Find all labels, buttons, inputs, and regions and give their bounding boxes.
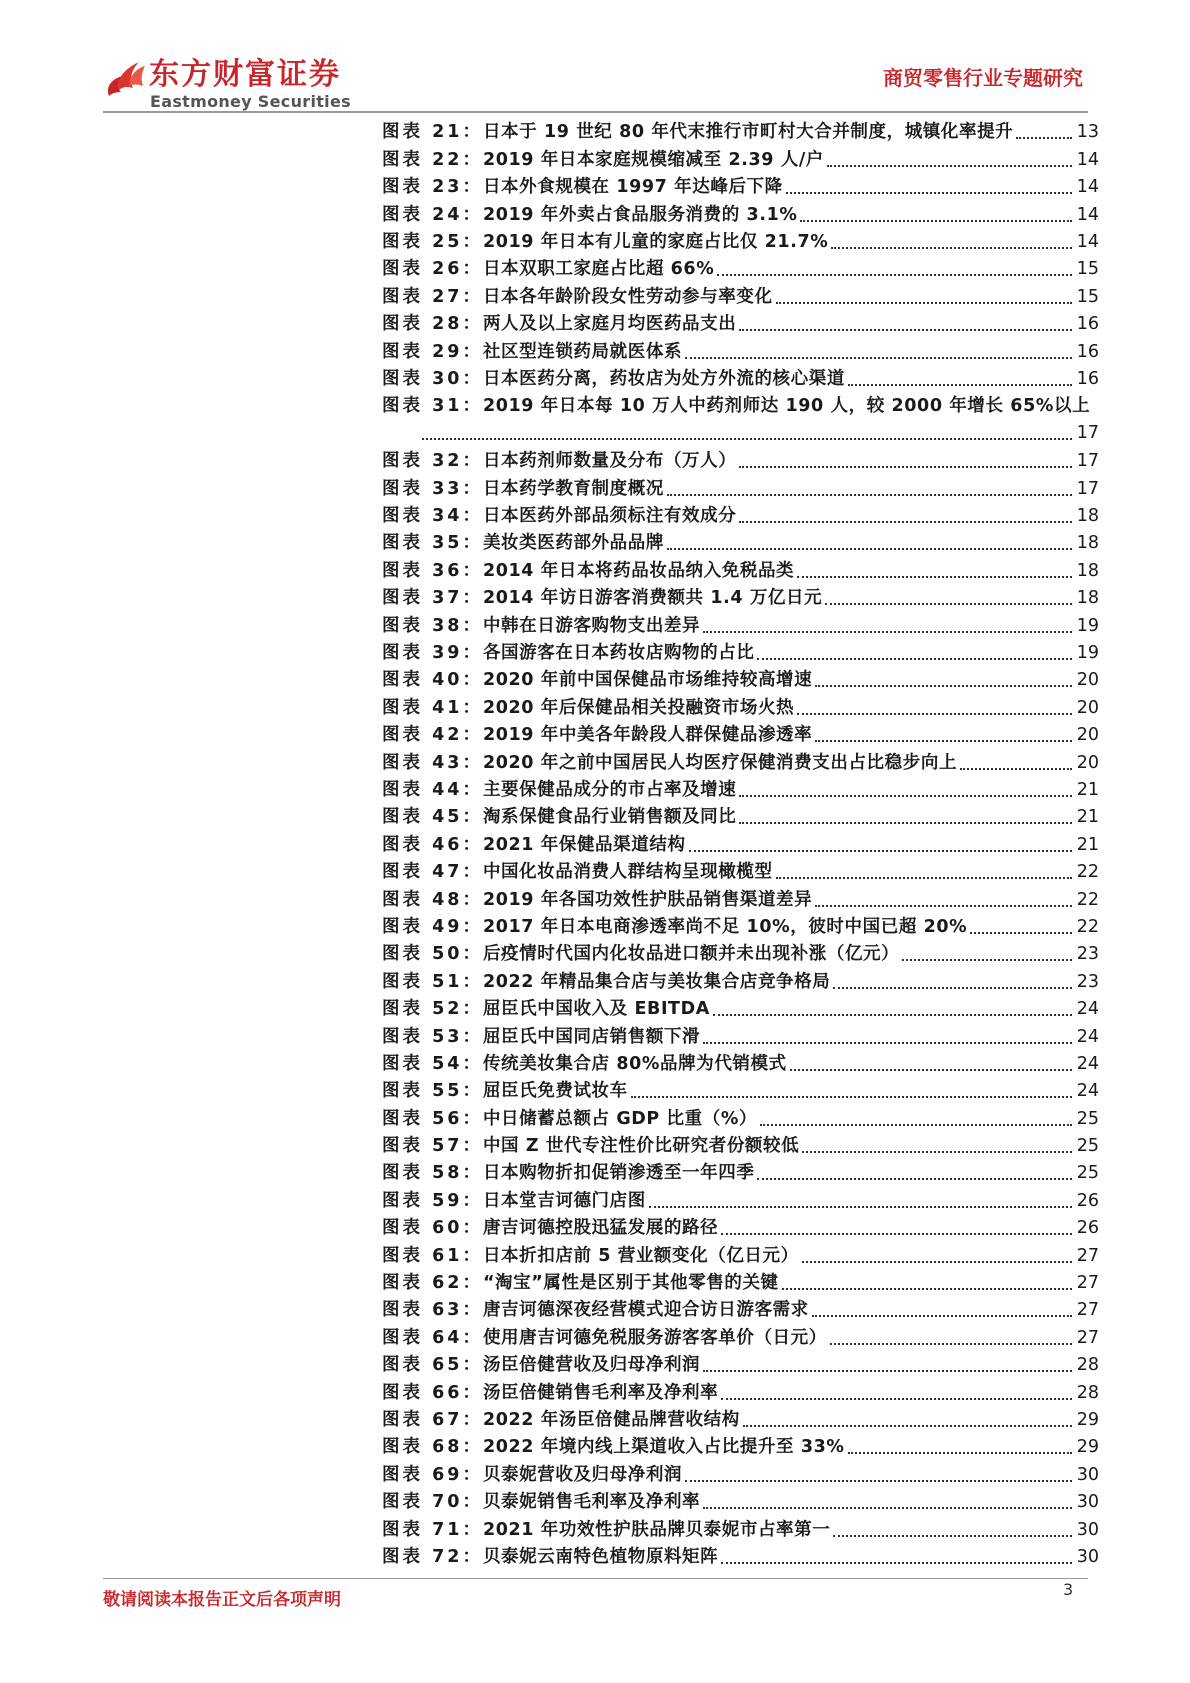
toc-entry-title: 唐吉诃德控股迅猛发展的路径 <box>482 1218 719 1239</box>
eastmoney-logo <box>103 56 351 112</box>
toc-entry-page: 16 <box>1076 314 1099 335</box>
toc-entry[interactable] <box>382 1023 1099 1050</box>
toc-entry-page: 23 <box>1076 971 1099 992</box>
toc-entry[interactable] <box>382 1160 1099 1187</box>
toc-entry-title: 2019 年各国功效性护肤品销售渠道差异 <box>482 889 813 910</box>
toc-entry-label: 图表 52： <box>382 999 483 1020</box>
toc-dot-leader <box>685 1480 1072 1482</box>
toc-entry-label: 图表 36： <box>382 560 483 581</box>
toc-entry[interactable] <box>382 366 1099 393</box>
toc-dot-leader <box>830 1343 1072 1345</box>
toc-entry[interactable] <box>382 1516 1099 1543</box>
toc-entry-title: 后疫情时代国内化妆品进口额并未出现补涨（亿元） <box>482 944 900 965</box>
figure-table-of-contents <box>382 119 1099 1571</box>
toc-entry-page: 14 <box>1076 177 1099 198</box>
toc-entry-page: 24 <box>1076 1081 1099 1102</box>
toc-entry-label: 图表 33： <box>382 478 483 499</box>
toc-entry[interactable] <box>382 1434 1099 1461</box>
toc-entry-page: 27 <box>1076 1327 1099 1348</box>
toc-dot-leader <box>739 822 1072 824</box>
toc-entry-label: 图表 25： <box>382 231 483 252</box>
toc-entry-page: 21 <box>1076 779 1099 800</box>
toc-dot-leader <box>797 576 1072 578</box>
toc-entry[interactable] <box>382 612 1099 639</box>
toc-dot-leader <box>802 1151 1072 1153</box>
toc-entry-title: 2019 年日本家庭规模缩减至 2.39 人/户 <box>482 149 824 170</box>
toc-entry-page: 20 <box>1076 697 1099 718</box>
toc-entry-page: 25 <box>1076 1136 1099 1157</box>
toc-entry[interactable] <box>382 448 1099 475</box>
toc-dot-leader <box>790 1069 1072 1071</box>
flame-logo-icon <box>103 56 147 102</box>
toc-entry[interactable] <box>382 1489 1099 1516</box>
toc-entry-title: 日本购物折扣促销渗透至一年四季 <box>482 1163 755 1184</box>
toc-entry-page: 16 <box>1076 341 1099 362</box>
toc-dot-leader <box>800 220 1072 222</box>
toc-entry[interactable] <box>382 777 1099 804</box>
toc-entry-page: 20 <box>1076 752 1099 773</box>
toc-entry-page: 28 <box>1076 1355 1099 1376</box>
toc-dot-leader <box>970 932 1072 934</box>
toc-dot-leader <box>825 603 1072 605</box>
toc-entry[interactable] <box>382 804 1099 831</box>
toc-dot-leader <box>739 329 1072 331</box>
toc-dot-leader <box>776 302 1072 304</box>
toc-entry-page: 14 <box>1076 204 1099 225</box>
toc-entry[interactable] <box>382 1297 1099 1324</box>
toc-entry-title: 2019 年日本有儿童的家庭占比仅 21.7% <box>482 231 829 252</box>
toc-dot-leader <box>760 1124 1072 1126</box>
toc-entry-page: 21 <box>1076 834 1099 855</box>
toc-dot-leader <box>827 165 1072 167</box>
toc-entry-label: 图表 31： <box>382 395 483 416</box>
toc-dot-leader <box>739 795 1072 797</box>
toc-entry-label: 图表 50： <box>382 944 483 965</box>
toc-dot-leader <box>667 494 1072 496</box>
toc-entry[interactable] <box>382 1133 1099 1160</box>
toc-entry[interactable] <box>382 831 1099 858</box>
footer-disclaimer: 敬请阅读本报告正文后各项声明 <box>103 1590 341 1610</box>
toc-entry-page: 22 <box>1076 889 1099 910</box>
toc-entry-label: 图表 38： <box>382 615 483 636</box>
toc-entry-page: 30 <box>1076 1464 1099 1485</box>
toc-entry-page: 13 <box>1076 122 1099 143</box>
toc-entry-label: 图表 58： <box>382 1163 483 1184</box>
toc-entry-title: 2020 年后保健品相关投融资市场火热 <box>482 697 795 718</box>
toc-entry-title: 屈臣氏中国收入及 EBITDA <box>482 999 710 1020</box>
toc-entry-title: 日本堂吉诃德门店图 <box>482 1190 646 1211</box>
toc-entry-page: 27 <box>1076 1300 1099 1321</box>
toc-entry-page: 20 <box>1076 725 1099 746</box>
toc-entry-page: 29 <box>1076 1437 1099 1458</box>
toc-dot-leader <box>815 905 1072 907</box>
toc-dot-leader <box>739 521 1072 523</box>
toc-entry-page: 25 <box>1076 1108 1099 1129</box>
toc-entry-label: 图表 60： <box>382 1218 483 1239</box>
toc-entry-title: 日本外食规模在 1997 年达峰后下降 <box>482 177 783 198</box>
toc-entry-title: 2019 年外卖占食品服务消费的 3.1% <box>482 204 798 225</box>
toc-entry-title: 美妆类医药部外品品牌 <box>482 533 664 554</box>
toc-entry[interactable] <box>382 941 1099 968</box>
toc-entry-label: 图表 37： <box>382 588 483 609</box>
toc-entry[interactable] <box>382 722 1099 749</box>
toc-entry-title: 日本医药分离，药妆店为处方外流的核心渠道 <box>482 368 845 389</box>
toc-entry-label: 图表 41： <box>382 697 483 718</box>
toc-entry-label: 图表 61： <box>382 1245 483 1266</box>
toc-entry[interactable] <box>382 1379 1099 1406</box>
toc-entry[interactable] <box>382 1270 1099 1297</box>
toc-dot-leader <box>802 1261 1072 1263</box>
toc-entry[interactable] <box>382 914 1099 941</box>
toc-entry[interactable] <box>382 311 1099 338</box>
page-header <box>0 0 1190 120</box>
toc-entry-label: 图表 28： <box>382 314 483 335</box>
toc-entry-page: 24 <box>1076 1026 1099 1047</box>
toc-dot-leader <box>831 247 1072 249</box>
toc-entry-title: 中国化妆品消费人群结构呈现橄榄型 <box>482 862 773 883</box>
toc-dot-leader <box>833 987 1072 989</box>
toc-entry-label: 图表 49： <box>382 916 483 937</box>
toc-entry-title: 2022 年境内线上渠道收入占比提升至 33% <box>482 1437 845 1458</box>
toc-entry-page: 27 <box>1076 1245 1099 1266</box>
toc-entry-label: 图表 30： <box>382 368 483 389</box>
toc-entry-label: 图表 42： <box>382 725 483 746</box>
toc-entry[interactable] <box>382 1078 1099 1105</box>
toc-entry-title: 汤臣倍健销售毛利率及净利率 <box>482 1382 719 1403</box>
toc-entry-page: 30 <box>1076 1519 1099 1540</box>
toc-dot-leader <box>703 1507 1072 1509</box>
toc-entry-title: 2021 年功效性护肤品牌贝泰妮市占率第一 <box>482 1519 831 1540</box>
toc-dot-leader <box>776 877 1072 879</box>
toc-entry[interactable] <box>382 1324 1099 1351</box>
logo-chinese-name: 东方财富证券 <box>149 57 341 92</box>
toc-dot-leader <box>721 1562 1072 1564</box>
footer-divider <box>103 1578 1088 1579</box>
toc-dot-leader <box>815 685 1072 687</box>
toc-entry[interactable] <box>382 640 1099 667</box>
toc-entry-title: 贝泰妮营收及归母净利润 <box>482 1464 683 1485</box>
toc-entry-label: 图表 68： <box>382 1437 483 1458</box>
toc-entry[interactable] <box>382 1051 1099 1078</box>
toc-entry-title: 淘系保健食品行业销售额及同比 <box>482 807 737 828</box>
toc-dot-leader <box>848 384 1072 386</box>
toc-entry-title: 中国 Z 世代专注性价比研究者份额较低 <box>482 1136 800 1157</box>
toc-entry[interactable] <box>382 1242 1099 1269</box>
toc-entry-page: 17 <box>1076 422 1099 443</box>
toc-entry[interactable] <box>382 1544 1099 1571</box>
toc-entry-title: 各国游客在日本药妆店购物的占比 <box>482 643 755 664</box>
toc-entry-page: 18 <box>1076 533 1099 554</box>
toc-entry[interactable] <box>382 174 1099 201</box>
toc-dot-leader <box>786 192 1072 194</box>
toc-entry-title: 日本医药外部品须标注有效成分 <box>482 506 737 527</box>
toc-entry-page: 26 <box>1076 1190 1099 1211</box>
toc-entry[interactable] <box>382 475 1099 502</box>
toc-entry-title: 2014 年访日游客消费额共 1.4 万亿日元 <box>482 588 823 609</box>
toc-entry-title: 主要保健品成分的市占率及增速 <box>482 779 737 800</box>
toc-entry[interactable] <box>382 886 1099 913</box>
toc-entry-page: 15 <box>1076 286 1099 307</box>
toc-entry-page: 26 <box>1076 1218 1099 1239</box>
toc-entry-label: 图表 71： <box>382 1519 483 1540</box>
toc-entry-label: 图表 29： <box>382 341 483 362</box>
toc-entry-page: 29 <box>1076 1409 1099 1430</box>
toc-entry[interactable] <box>382 1215 1099 1242</box>
toc-entry-title: 2019 年日本每 10 万人中药剂师达 190 人，较 2000 年增长 65%以上 <box>482 395 1091 416</box>
toc-entry-label: 图表 24： <box>382 204 483 225</box>
toc-dot-leader <box>685 357 1072 359</box>
toc-entry-page: 19 <box>1076 615 1099 636</box>
toc-entry[interactable] <box>382 667 1099 694</box>
toc-entry[interactable] <box>382 146 1099 173</box>
toc-entry-title: 日本双职工家庭占比超 66% <box>482 259 715 280</box>
toc-dot-leader <box>703 1370 1072 1372</box>
toc-entry-page: 15 <box>1076 259 1099 280</box>
toc-entry-label: 图表 47： <box>382 862 483 883</box>
toc-entry[interactable] <box>382 338 1099 365</box>
toc-entry-label: 图表 72： <box>382 1546 483 1567</box>
toc-entry-title: “淘宝”属性是区别于其他零售的关键 <box>482 1273 779 1294</box>
toc-entry-page: 27 <box>1076 1273 1099 1294</box>
toc-entry[interactable] <box>382 201 1099 228</box>
toc-entry-title: 中日储蓄总额占 GDP 比重（%） <box>482 1108 758 1129</box>
toc-entry[interactable] <box>382 749 1099 776</box>
toc-entry-title: 贝泰妮云南特色植物原料矩阵 <box>482 1546 719 1567</box>
toc-dot-leader <box>721 1233 1072 1235</box>
toc-entry[interactable] <box>382 968 1099 995</box>
toc-entry-page: 18 <box>1076 560 1099 581</box>
toc-dot-leader <box>848 1452 1072 1454</box>
toc-entry-label: 图表 56： <box>382 1108 483 1129</box>
toc-entry-page: 20 <box>1076 670 1099 691</box>
toc-entry-label: 图表 46： <box>382 834 483 855</box>
toc-entry-title: 使用唐吉诃德免税服务游客客单价（日元） <box>482 1327 827 1348</box>
toc-entry-label: 图表 34： <box>382 506 483 527</box>
toc-entry[interactable] <box>382 530 1099 557</box>
toc-entry-title: 日本折扣店前 5 营业额变化（亿日元） <box>482 1245 799 1266</box>
toc-entry-title: 2020 年前中国保健品市场维持较高增速 <box>482 670 813 691</box>
toc-entry[interactable] <box>382 694 1099 721</box>
toc-entry-title: 屈臣氏免费试妆车 <box>482 1081 628 1102</box>
toc-entry-page: 16 <box>1076 368 1099 389</box>
toc-entry-title: 2020 年之前中国居民人均医疗保健消费支出占比稳步向上 <box>482 752 958 773</box>
toc-dot-leader <box>815 740 1072 742</box>
toc-entry[interactable] <box>382 119 1099 146</box>
toc-entry-title: 日本各年龄阶段女性劳动参与率变化 <box>482 286 773 307</box>
toc-entry[interactable] <box>382 503 1099 530</box>
toc-entry[interactable] <box>382 256 1099 283</box>
toc-entry-page: 17 <box>1076 478 1099 499</box>
toc-entry[interactable] <box>382 996 1099 1023</box>
toc-entry-page: 14 <box>1076 149 1099 170</box>
toc-dot-leader <box>717 274 1072 276</box>
toc-entry-label: 图表 65： <box>382 1355 483 1376</box>
toc-dot-leader <box>757 1178 1072 1180</box>
toc-dot-leader <box>422 438 1072 440</box>
toc-entry-label: 图表 45： <box>382 807 483 828</box>
toc-dot-leader <box>713 1014 1072 1016</box>
toc-dot-leader <box>833 1535 1072 1537</box>
toc-entry-label: 图表 55： <box>382 1081 483 1102</box>
toc-entry-label: 图表 70： <box>382 1492 483 1513</box>
toc-entry-page: 14 <box>1076 231 1099 252</box>
toc-dot-leader <box>703 1042 1072 1044</box>
toc-entry-title: 中韩在日游客购物支出差异 <box>482 615 701 636</box>
toc-entry-label: 图表 21： <box>382 122 483 143</box>
toc-entry-title: 贝泰妮销售毛利率及净利率 <box>482 1492 701 1513</box>
toc-entry-title: 日本于 19 世纪 80 年代末推行市町村大合并制度，城镇化率提升 <box>482 122 1014 143</box>
toc-entry-page: 18 <box>1076 588 1099 609</box>
toc-entry-title: 屈臣氏中国同店销售额下滑 <box>482 1026 701 1047</box>
toc-entry-label: 图表 64： <box>382 1327 483 1348</box>
toc-entry-label: 图表 63： <box>382 1300 483 1321</box>
toc-dot-leader <box>631 1096 1072 1098</box>
toc-entry-page: 21 <box>1076 807 1099 828</box>
toc-entry-label: 图表 51： <box>382 971 483 992</box>
toc-entry-title: 2019 年中美各年龄段人群保健品渗透率 <box>482 725 813 746</box>
toc-dot-leader <box>649 1206 1072 1208</box>
toc-dot-leader <box>721 1398 1072 1400</box>
toc-entry[interactable] <box>382 859 1099 886</box>
toc-entry[interactable] <box>382 585 1099 612</box>
toc-entry-page: 28 <box>1076 1382 1099 1403</box>
toc-entry-page: 25 <box>1076 1163 1099 1184</box>
toc-entry-title: 2022 年汤臣倍健品牌营收结构 <box>482 1409 740 1430</box>
page-number: 3 <box>1063 1580 1074 1599</box>
toc-entry-title: 日本药学教育制度概况 <box>482 478 664 499</box>
toc-entry-label: 图表 66： <box>382 1382 483 1403</box>
toc-entry-page: 30 <box>1076 1492 1099 1513</box>
toc-entry-title: 2014 年日本将药品妆品纳入免税品类 <box>482 560 795 581</box>
toc-entry-label: 图表 57： <box>382 1136 483 1157</box>
toc-entry-page: 24 <box>1076 999 1099 1020</box>
toc-dot-leader <box>812 1315 1072 1317</box>
toc-entry-label: 图表 40： <box>382 670 483 691</box>
toc-dot-leader <box>739 466 1072 468</box>
toc-entry-label: 图表 69： <box>382 1464 483 1485</box>
toc-entry-label: 图表 62： <box>382 1273 483 1294</box>
toc-entry[interactable] <box>382 557 1099 584</box>
toc-dot-leader <box>1016 137 1072 139</box>
toc-entry-title: 两人及以上家庭月均医药品支出 <box>482 314 737 335</box>
toc-entry[interactable] <box>382 1105 1099 1132</box>
toc-entry[interactable] <box>382 283 1099 310</box>
toc-entry-label: 图表 39： <box>382 643 483 664</box>
toc-entry-title: 唐吉诃德深夜经营模式迎合访日游客需求 <box>482 1300 809 1321</box>
toc-entry-label: 图表 53： <box>382 1026 483 1047</box>
toc-entry[interactable] <box>382 393 1099 448</box>
toc-entry-label: 图表 59： <box>382 1190 483 1211</box>
toc-entry[interactable] <box>382 1461 1099 1488</box>
toc-entry-label: 图表 67： <box>382 1409 483 1430</box>
toc-entry-page: 19 <box>1076 643 1099 664</box>
toc-entry-label: 图表 27： <box>382 286 483 307</box>
header-divider <box>103 111 1088 113</box>
toc-dot-leader <box>703 631 1072 633</box>
toc-entry-label: 图表 44： <box>382 779 483 800</box>
logo-english-name: Eastmoney Securities <box>150 92 351 111</box>
toc-entry-page: 17 <box>1076 451 1099 472</box>
toc-entry[interactable] <box>382 229 1099 256</box>
toc-entry-page: 22 <box>1076 916 1099 937</box>
toc-entry-page: 30 <box>1076 1546 1099 1567</box>
toc-dot-leader <box>667 548 1072 550</box>
toc-entry[interactable] <box>382 1352 1099 1379</box>
toc-entry-page: 24 <box>1076 1053 1099 1074</box>
toc-entry-page: 22 <box>1076 862 1099 883</box>
toc-entry-title: 2022 年精品集合店与美妆集合店竞争格局 <box>482 971 831 992</box>
toc-entry-title: 传统美妆集合店 80%品牌为代销模式 <box>482 1053 787 1074</box>
toc-entry-page: 23 <box>1076 944 1099 965</box>
toc-entry-title: 汤臣倍健营收及归母净利润 <box>482 1355 701 1376</box>
toc-entry-label: 图表 43： <box>382 752 483 773</box>
toc-dot-leader <box>797 713 1072 715</box>
toc-entry-title: 2021 年保健品渠道结构 <box>482 834 686 855</box>
toc-entry[interactable] <box>382 1407 1099 1434</box>
toc-dot-leader <box>960 768 1072 770</box>
toc-entry-label: 图表 54： <box>382 1053 483 1074</box>
toc-dot-leader <box>902 959 1072 961</box>
toc-entry-title: 社区型连锁药局就医体系 <box>482 341 683 362</box>
toc-entry-title: 2017 年日本电商渗透率尚不足 10%，彼时中国已超 20% <box>482 916 968 937</box>
toc-entry-title: 日本药剂师数量及分布（万人） <box>482 451 737 472</box>
toc-dot-leader <box>782 1288 1072 1290</box>
toc-entry[interactable] <box>382 1187 1099 1214</box>
report-type-title: 商贸零售行业专题研究 <box>883 66 1083 90</box>
toc-dot-leader <box>757 658 1072 660</box>
toc-entry-label: 图表 48： <box>382 889 483 910</box>
toc-entry-label: 图表 23： <box>382 177 483 198</box>
toc-entry-label: 图表 32： <box>382 451 483 472</box>
toc-entry-label: 图表 26： <box>382 259 483 280</box>
toc-dot-leader <box>743 1425 1072 1427</box>
toc-entry-label: 图表 22： <box>382 149 483 170</box>
toc-entry-label: 图表 35： <box>382 533 483 554</box>
toc-entry-page: 18 <box>1076 506 1099 527</box>
toc-dot-leader <box>689 850 1072 852</box>
